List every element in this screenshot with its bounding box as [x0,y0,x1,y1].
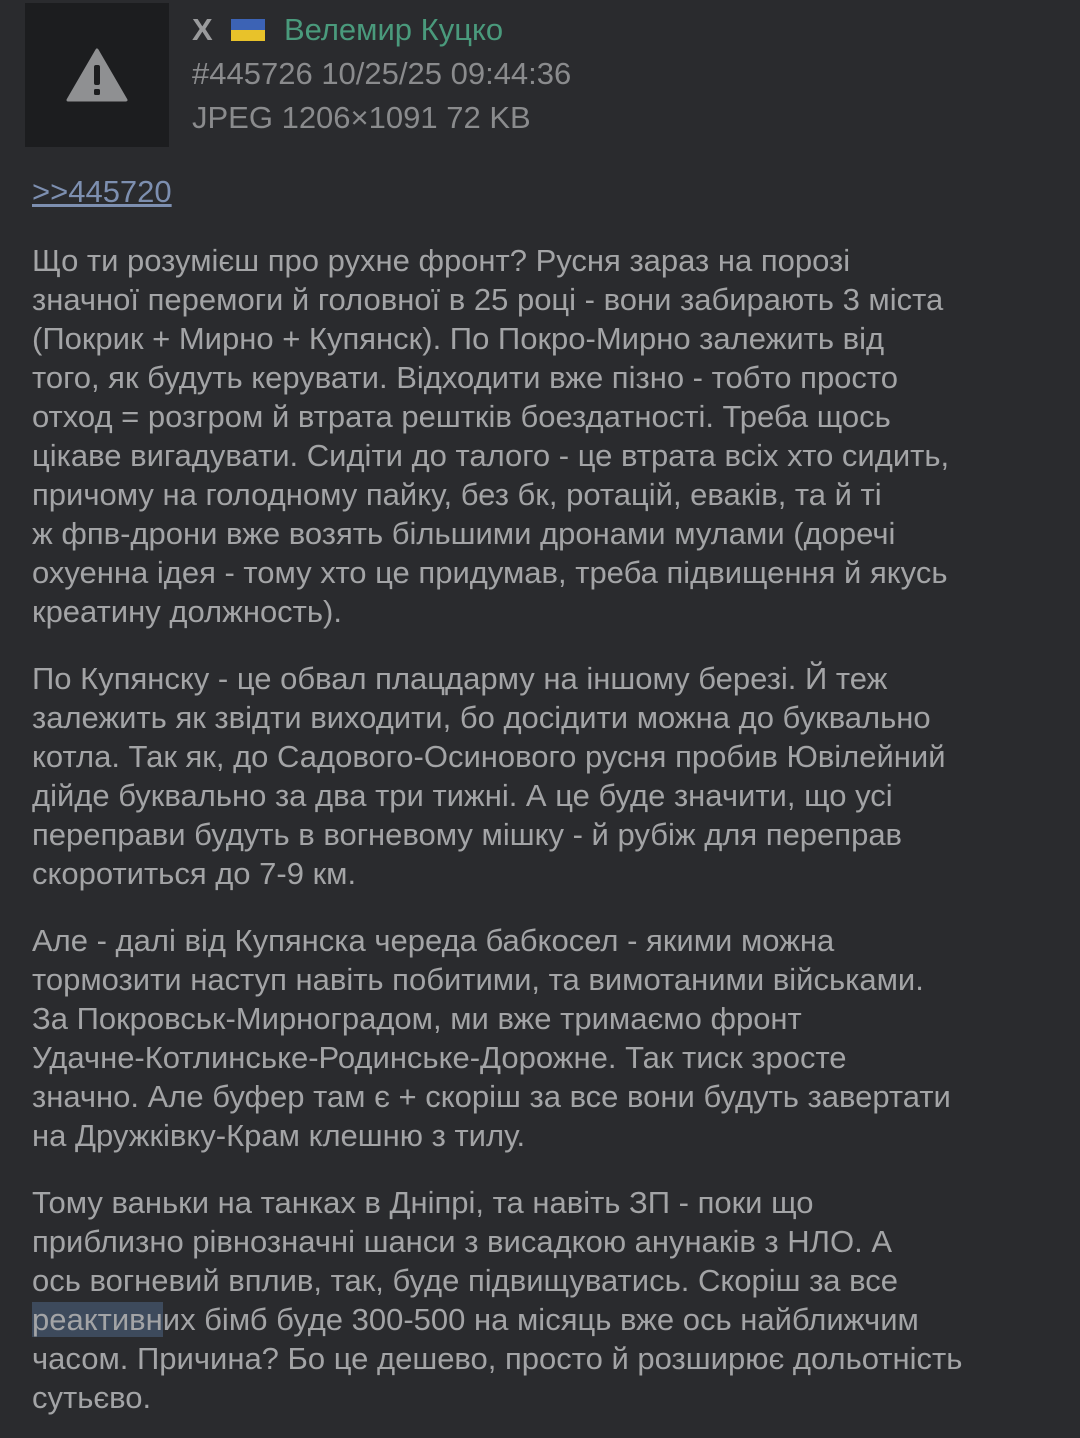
paragraph [32,1183,1052,1417]
reply-link[interactable]: >>445720 [32,174,172,209]
text-line: отход = розгром й втрата рештків боездатності. Треба щось [32,399,891,434]
text-line: дійде буквально за два три тижні. А це буде значити, що усі [32,778,893,813]
text-line-selected [32,1300,1052,1339]
text-line: Що ти розумієш про рухне фронт? Русня зараз на порозі [32,243,851,278]
post-header [192,8,571,140]
text-line: (Покрик + Мирно + Купянск). По Покро-Мирно залежить від [32,321,885,356]
paragraph [32,921,1052,1155]
paragraph [32,659,1052,893]
post-body [32,241,1052,1438]
warning-icon [66,48,128,102]
text-line: скоротиться до 7-9 км. [32,856,357,891]
text-line: значно. Але буфер там є + скоріш за все вони будуть завертати [32,1079,951,1114]
text-line: переправи будуть в вогневому мішку - й рубіж для переправ [32,817,903,852]
paragraph [32,241,1052,631]
text-line: значної перемоги й головної в 25 році - вони забирають 3 міста [32,282,944,317]
post-id[interactable]: #445726 [192,56,313,91]
text-line: охуенна ідея - тому хто це придумав, треба підвищення й якусь [32,555,948,590]
author-line [192,8,571,52]
text-line: тормозити наступ навіть побитими, та вимотаними військами. [32,962,924,997]
text-line: За Покровськ-Мирноградом, ми вже тримаємо фронт [32,1001,802,1036]
post-datetime: 10/25/25 09:44:36 [321,56,572,91]
author-name[interactable]: Велемир Куцко [283,12,504,47]
text-line: на Дружківку-Крам клешню з тилу. [32,1118,526,1153]
text-line: ж фпв-дрони вже возять більшими дронами мулами (доречі [32,516,896,551]
text-line: того, як будуть керувати. Відходити вже пізно - тобто просто [32,360,899,395]
file-info: JPEG 1206×1091 72 KB [192,100,531,135]
text-line: причому на голодному пайку, без бк, ротацій, еваків, та й ті [32,477,882,512]
text-line: Удачне-Котлинське-Родинське-Дорожне. Так тиск зросте [32,1040,847,1075]
text-line: цікаве вигадувати. Сидіти до талого - це втрата всіх хто сидить, [32,438,950,473]
text-line: приблизно рівнозначні шанси з висадкою анунаків з НЛО. А [32,1224,893,1259]
text-line: ось вогневий вплив, так, буде підвищуватись. Скоріш за все [32,1263,899,1298]
text-line: сутьєво. [32,1380,152,1415]
post-id-line [192,52,571,96]
text-line: Тому ваньки на танках в Дніпрі, та навіть ЗП - поки що [32,1185,814,1220]
thumbnail[interactable] [25,3,169,147]
ukraine-flag-icon [231,19,265,41]
text-selection[interactable]: реактивн [32,1302,163,1337]
text-line: креатину должность). [32,594,342,629]
text-line: залежить як звідти виходити, бо досідити можна до буквально [32,700,931,735]
text-fragment: их бімб буде 300-500 на місяць вже ось найближчим [162,1302,919,1337]
text-line: Але - далі від Купянска череда бабкосел - якими можна [32,923,835,958]
text-line: котла. Так як, до Садового-Осинового русня пробив Ювілейний [32,739,946,774]
text-line: По Купянску - це обвал плацдарму на іншому березі. Й теж [32,661,888,696]
text-line: часом. Причина? Бо це дешево, просто й розширює дольотність [32,1341,963,1376]
x-label: X [192,12,213,47]
